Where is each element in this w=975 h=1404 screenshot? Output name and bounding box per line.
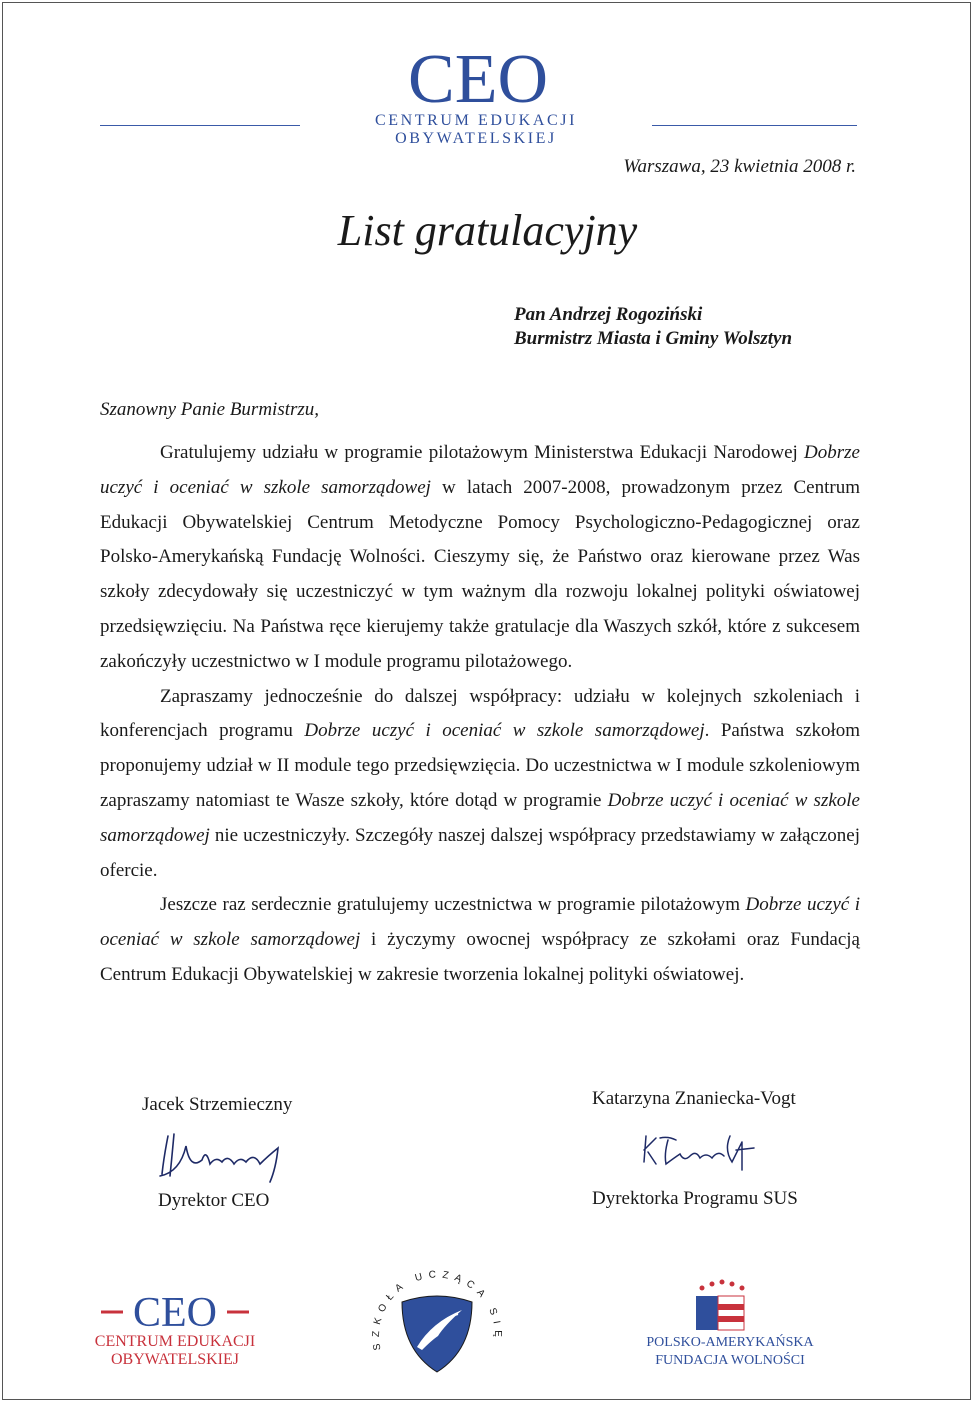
header-rule-right <box>652 125 857 126</box>
left-handwritten-signature <box>150 1126 290 1186</box>
recipient-block <box>514 303 792 351</box>
letter-date: Warszawa, 23 kwietnia 2008 r. <box>623 156 856 177</box>
right-signatory-name: Katarzyna Znaniecka-Vogt <box>592 1088 796 1109</box>
ceo-footer-logo <box>95 1290 255 1370</box>
recipient-title: Burmistrz Miasta i Gminy Wolsztyn <box>514 328 793 349</box>
paragraph-1: Gratulujemy udziału w programie pilotażowym Ministerstwa Edukacji Narodowej Dobrze uczyć i oceniać w szkole samorządowej w latach 2007-2008, prowadzonym przez Centrum Edukacji Obywatelskiej Centrum Metodyczne Pomocy Psychologiczno-Pedagogicznej oraz Polsko-Amerykańską Fundację Wolności. Cieszymy się, że Państwo oraz kierowane przez Was szkoły zdecydowały się uczestniczyć w tym ważnym dla rozwoju lokalnej polityki oświatowej przedsięwzięciu. Na Państwa ręce kierujemy także gratulacje dla Waszych szkół, które z sukcesem zakończyły uczestnictwo w I module programu pilotażowego. <box>100 442 860 672</box>
svg-text:CENTRUM EDUKACJI: CENTRUM EDUKACJI <box>95 1333 255 1350</box>
svg-text:SZKOŁA UCZĄCA SIĘ: SZKOŁA UCZĄCA SIĘ <box>370 1269 504 1352</box>
svg-text:FUNDACJA WOLNOŚCI: FUNDACJA WOLNOŚCI <box>655 1353 805 1368</box>
left-signatory-role: Dyrektor CEO <box>158 1190 270 1211</box>
ceo-logo <box>398 42 558 108</box>
letter-title: List gratulacyjny <box>337 206 638 255</box>
recipient-name: Pan Andrzej Rogoziński <box>514 304 703 325</box>
right-handwritten-signature <box>638 1128 768 1173</box>
paff-logo <box>640 1278 820 1373</box>
svg-text:CEO: CEO <box>133 1290 217 1336</box>
paragraph-3: Jeszcze raz serdecznie gratulujemy uczestnictwa w programie pilotażowym Dobrze uczyć i oceniać w szkole samorządowej i życzymy owocnej współpracy ze szkołami oraz Fundacją Centrum Edukacji Obywatelskiej w zakresie tworzenia lokalnej polityki oświatowej. <box>100 894 860 985</box>
letter-body <box>100 436 860 993</box>
header-rule-left <box>100 125 300 126</box>
header-org-name: CENTRUM EDUKACJI OBYWATELSKIEJ <box>374 112 578 147</box>
szkola-uczaca-sie-logo <box>362 1262 512 1387</box>
svg-text:OBYWATELSKIEJ: OBYWATELSKIEJ <box>111 1351 239 1368</box>
svg-text:POLSKO-AMERYKAŃSKA: POLSKO-AMERYKAŃSKA <box>646 1335 814 1350</box>
salutation: Szanowny Panie Burmistrzu, <box>100 399 320 420</box>
ceo-logo-text: CEO <box>408 42 548 108</box>
paragraph-2: Zapraszamy jednocześnie do dalszej współpracy: udziału w kolejnych szkoleniach i konferencjach programu Dobrze uczyć i oceniać w szkole samorządowej. Państwa szkołom proponujemy udział w II module tego przedsięwzięcia. Do uczestnictwa w I module szkoleniowym zapraszamy natomiast te Wasze szkoły, które dotąd w programie Dobrze uczyć i oceniać w szkole samorządowej nie uczestniczyły. Szczegóły naszej dalszej współpracy przedstawiamy w załączonej ofercie. <box>100 685 861 881</box>
left-signatory-name: Jacek Strzemieczny <box>142 1094 293 1115</box>
right-signatory-role: Dyrektorka Programu SUS <box>592 1188 798 1209</box>
